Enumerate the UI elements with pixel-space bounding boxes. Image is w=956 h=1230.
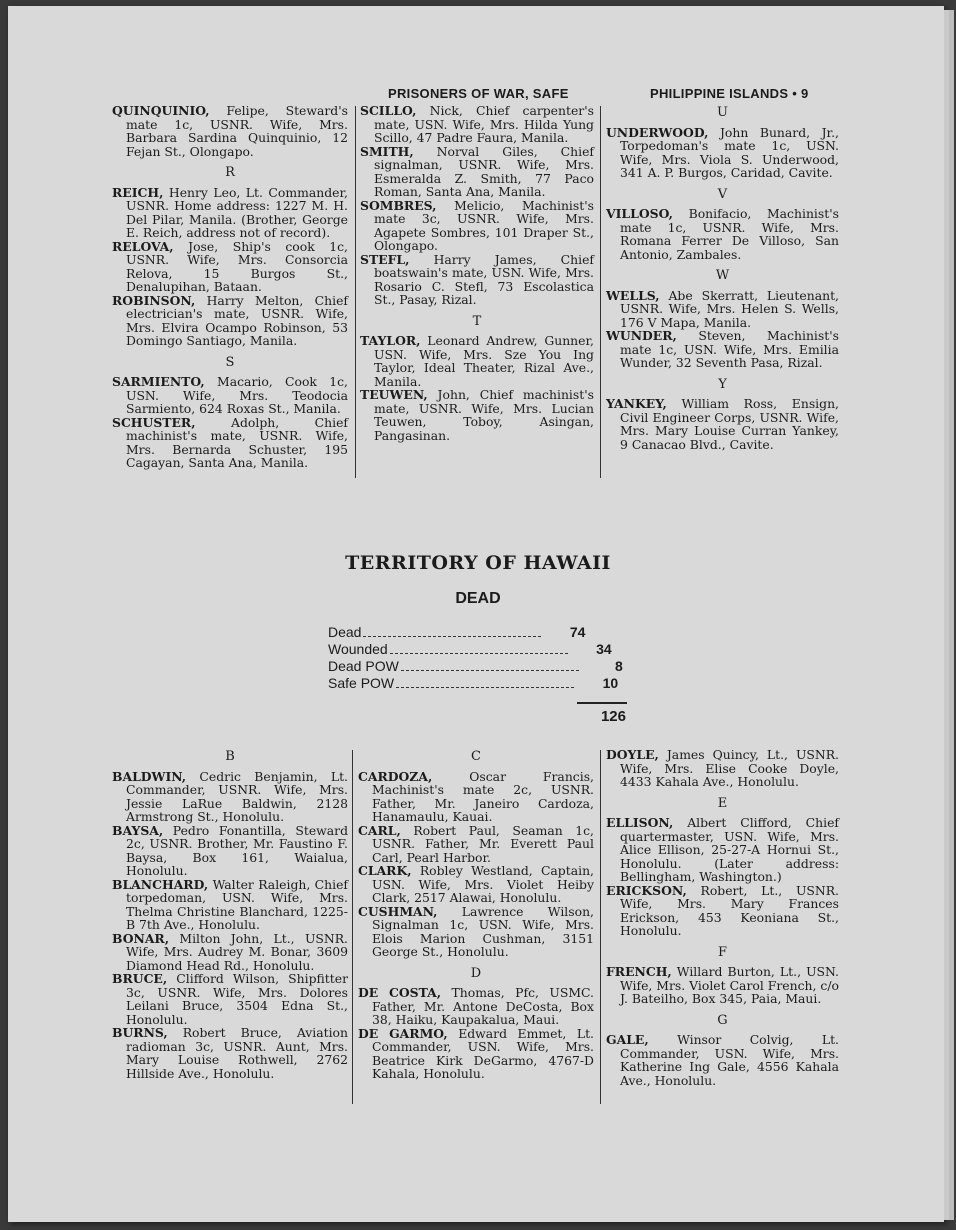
stat-row	[328, 675, 628, 692]
entry-surname: SCHUSTER,	[112, 414, 196, 430]
leader-dots	[396, 675, 574, 688]
roster-entry	[360, 334, 594, 388]
leader-dots	[390, 641, 568, 654]
entry-surname: SCILLO,	[360, 103, 417, 118]
stat-value: 8	[615, 658, 623, 674]
entry-details: John Bunard, Jr., Torpedoman's mate 1c, USN. Wife, Mrs. Viola S. Underwood, 341 A. P. Burgos, Caridad, Cavite.	[620, 124, 839, 180]
section-letter: E	[717, 795, 728, 811]
entry-surname: GALE,	[606, 1032, 649, 1047]
roster-entry	[358, 986, 594, 1027]
casualty-summary	[328, 624, 628, 692]
roster-entry	[360, 388, 594, 442]
roster-entry	[606, 207, 839, 261]
section-letter: U	[717, 105, 728, 120]
roster-entry	[112, 932, 348, 973]
bottom-column-3	[606, 748, 839, 1087]
entry-details: Leonard Andrew, Gunner, USN. Wife, Mrs. Sze You Ing Taylor, Ideal Theater, Rizal Ave., Manila.	[374, 333, 594, 389]
section-title: TERRITORY OF HAWAII	[345, 552, 611, 574]
entry-surname: BURNS,	[112, 1025, 168, 1040]
section-letter: F	[717, 944, 728, 960]
entry-details: Robert, Lt., USNR. Wife, Mrs. Mary Frances Erickson, 453 Keoniana St., Honolulu.	[620, 882, 839, 938]
section-letter: C	[471, 749, 481, 764]
entry-surname: SMITH,	[360, 143, 414, 159]
entry-details: Winsor Colvig, Lt. Commander, USN. Wife, Mrs. Katherine Ing Gale, 4556 Kahala Ave., Honolulu.	[620, 1032, 839, 1088]
top-column-1	[112, 104, 348, 470]
entry-surname: CLARK,	[358, 863, 412, 878]
entry-surname: SARMIENTO,	[112, 374, 205, 389]
stat-value: 10	[602, 675, 619, 691]
entry-details: William Ross, Ensign, Civil Engineer Corps, USNR. Wife, Mrs. Mary Louise Curran Yankey, 9 Canacao Blvd., Cavite.	[620, 396, 839, 452]
roster-entry	[112, 104, 348, 158]
entry-surname: BAYSA,	[112, 822, 164, 838]
entry-details: Melicio, Machinist's mate 3c, USNR. Wife, Mrs. Agapete Sombres, 101 Draper St., Olongapo.	[374, 197, 594, 253]
entry-surname: BRUCE,	[112, 971, 168, 986]
leader-dots	[363, 624, 541, 637]
entry-surname: WUNDER,	[606, 328, 677, 343]
entry-surname: FRENCH,	[606, 964, 672, 979]
entry-surname: TAYLOR,	[360, 333, 421, 348]
roster-entry	[606, 126, 839, 180]
entry-surname: BONAR,	[112, 930, 170, 946]
entry-surname: ROBINSON,	[112, 292, 196, 308]
entry-details: Harry James, Chief boatswain's mate, USN. Wife, Mrs. Rosario C. Stefl, 73 Escolastica St., Pasay, Rizal.	[374, 251, 594, 307]
entry-surname: CARL,	[358, 822, 401, 838]
entry-details: Robert Bruce, Aviation radioman 3c, USNR. Aunt, Mrs. Mary Louise Rothwell, 2762 Hillside Ave., Honolulu.	[126, 1025, 348, 1081]
entry-details: Milton John, Lt., USNR. Wife, Mrs. Audrey M. Bonar, 3609 Diamond Head Rd., Honolulu.	[126, 930, 348, 973]
bottom-column-1	[112, 742, 348, 1080]
section-letter: G	[717, 1012, 728, 1028]
entry-details: Clifford Wilson, Shipfitter 3c, USNR. Wife, Mrs. Dolores Leilani Bruce, 3504 Edna St., Honolulu.	[126, 971, 348, 1027]
page-edge	[949, 10, 954, 1220]
entry-details: Abe Skerratt, Lieutenant, USNR. Wife, Mrs. Helen S. Wells, 176 V Mapa, Manila.	[620, 287, 839, 330]
section-letter: W	[715, 268, 730, 283]
roster-entry	[112, 1026, 348, 1080]
entry-surname: WELLS,	[606, 287, 660, 303]
entry-surname: STEFL,	[360, 251, 410, 267]
entry-details: Macario, Cook 1c, USN. Wife, Mrs. Teodocia Sarmiento, 624 Roxas St., Manila.	[126, 374, 348, 416]
top-column-2	[360, 104, 594, 442]
casualty-total: 126	[600, 708, 626, 725]
roster-entry	[606, 397, 839, 451]
entry-surname: DE GARMO,	[358, 1025, 448, 1041]
section-subtitle: DEAD	[455, 590, 501, 607]
roster-entry	[112, 186, 348, 240]
roster-entry	[358, 824, 594, 865]
roster-entry	[606, 289, 839, 330]
section-letter: R	[225, 165, 235, 180]
entry-details: Willard Burton, Lt., USN. Wife, Mrs. Violet Carol French, c/o J. Bateilho, Box 345, Paia, Maui.	[620, 964, 839, 1006]
stat-value: 74	[569, 624, 586, 640]
entry-details: Walter Raleigh, Chief torpedoman, USN. Wife, Mrs. Thelma Christine Blanchard, 1225-B 7th Ave., Honolulu.	[126, 876, 348, 932]
entry-surname: RELOVA,	[112, 238, 174, 254]
roster-entry	[112, 416, 348, 470]
section-letter: B	[225, 749, 235, 764]
entry-details: Lawrence Wilson, Signalman 1c, USN. Wife, Mrs. Elois Marion Cushman, 3151 George St., Honolulu.	[372, 903, 594, 959]
entry-surname: ELLISON,	[606, 815, 674, 830]
roster-entry	[606, 748, 839, 789]
entry-details: Thomas, Pfc, USMC. Father, Mr. Antone DeCosta, Box 38, Haiku, Kaupakalua, Maui.	[372, 985, 594, 1027]
roster-entry	[606, 965, 839, 1006]
sum-rule	[577, 702, 627, 704]
entry-surname: YANKEY,	[606, 396, 667, 411]
entry-details: John, Chief machinist's mate, USNR. Wife, Mrs. Lucian Teuwen, Toboy, Asingan, Pangasinan.	[374, 387, 594, 443]
entry-details: Robert Paul, Seaman 1c, USNR. Father, Mr. Everett Paul Carl, Pearl Harbor.	[372, 822, 594, 865]
running-head-title: PRISONERS OF WAR, SAFE	[388, 86, 569, 101]
roster-entry	[112, 294, 348, 348]
entry-surname: QUINQUINIO,	[112, 103, 210, 118]
stat-value: 34	[596, 641, 612, 657]
entry-surname: DE COSTA,	[358, 985, 442, 1000]
entry-details: Jose, Ship's cook 1c, USNR. Wife, Mrs. Consorcia Relova, 15 Burgos St., Denalupihan, Bataan.	[126, 238, 348, 294]
roster-entry	[360, 145, 594, 199]
entry-details: Cedric Benjamin, Lt. Commander, USNR. Wife, Mrs. Jessie LaRue Baldwin, 2128 Armstrong St., Honolulu.	[126, 768, 348, 824]
column-rule	[352, 750, 353, 1104]
roster-entry	[112, 770, 348, 824]
entry-surname: UNDERWOOD,	[606, 124, 709, 140]
section-letter: T	[472, 313, 482, 329]
stat-label: Wounded	[328, 641, 388, 657]
roster-entry	[606, 884, 839, 938]
entry-details: Henry Leo, Lt. Commander, USNR. Home address: 1227 M. H. Del Pilar, Manila. (Brother, George E. Reich, address not of record).	[126, 184, 348, 240]
bottom-column-2	[358, 742, 594, 1081]
roster-entry	[112, 878, 348, 932]
entry-surname: ERICKSON,	[606, 882, 687, 898]
running-head-section: PHILIPPINE ISLANDS • 9	[650, 86, 809, 101]
column-rule	[600, 106, 601, 478]
entry-details: Pedro Fonantilla, Steward 2c, USNR. Brother, Mr. Faustino F. Baysa, Box 161, Waialua, Honolulu.	[126, 822, 348, 878]
entry-surname: BLANCHARD,	[112, 876, 209, 892]
roster-entry	[112, 375, 348, 416]
entry-surname: TEUWEN,	[360, 387, 428, 402]
entry-surname: DOYLE,	[606, 747, 659, 762]
entry-details: Norval Giles, Chief signalman, USNR. Wife, Mrs. Esmeralda Z. Smith, 77 Paco Roman, Santa Ana, Manila.	[374, 143, 594, 199]
entry-surname: REICH,	[112, 184, 164, 200]
roster-entry	[358, 1027, 594, 1081]
entry-details: Edward Emmet, Lt. Commander, USN. Wife, Mrs. Beatrice Kirk DeGarmo, 4767-D Kahala, Honolulu.	[372, 1025, 594, 1081]
section-letter: D	[470, 965, 482, 981]
entry-details: James Quincy, Lt., USNR. Wife, Mrs. Elise Cooke Doyle, 4433 Kahala Ave., Honolulu.	[620, 747, 839, 789]
entry-details: Harry Melton, Chief electrician's mate, USNR. Wife, Mrs. Elvira Ocampo Robinson, 53 Domingo Santiago, Manila.	[126, 292, 348, 348]
roster-entry	[606, 816, 839, 884]
section-letter: V	[717, 186, 728, 202]
entry-details: Robley Westland, Captain, USN. Wife, Mrs. Violet Heiby Clark, 2517 Alawai, Honolulu.	[372, 863, 594, 905]
entry-details: Bonifacio, Machinist's mate 1c, USNR. Wife, Mrs. Romana Ferrer De Villoso, San Antonio, Zambales.	[620, 206, 839, 262]
stat-row	[328, 641, 628, 658]
section-letter: Y	[718, 376, 727, 392]
roster-entry	[358, 905, 594, 959]
roster-entry	[358, 864, 594, 905]
column-rule	[355, 106, 356, 478]
stat-row	[328, 624, 628, 641]
roster-entry	[112, 240, 348, 294]
entry-surname: VILLOSO,	[606, 206, 673, 221]
roster-entry	[358, 770, 594, 824]
roster-entry	[112, 824, 348, 878]
roster-entry	[360, 199, 594, 253]
entry-surname: CUSHMAN,	[358, 903, 438, 919]
entry-details: Oscar Francis, Machinist's mate 2c, USNR. Father, Mr. Janeiro Cardoza, Hanamaulu, Kauai.	[372, 768, 594, 824]
entry-details: Felipe, Steward's mate 1c, USNR. Wife, Mrs. Barbara Sardina Quinquinio, 12 Fejan St., Olongapo.	[126, 103, 348, 159]
roster-entry	[360, 253, 594, 307]
entry-details: Nick, Chief carpenter's mate, USN. Wife, Mrs. Hilda Yung Scillo, 47 Padre Faura, Manila.	[374, 103, 594, 145]
section-letter: S	[225, 354, 235, 370]
roster-entry	[606, 1033, 839, 1087]
top-column-3	[606, 98, 839, 451]
column-rule	[600, 750, 601, 1104]
roster-entry	[112, 972, 348, 1026]
stat-label: Dead POW	[328, 658, 399, 674]
stat-label: Safe POW	[328, 675, 395, 691]
entry-surname: BALDWIN,	[112, 768, 187, 784]
entry-details: Adolph, Chief machinist's mate, USNR. Wife, Mrs. Bernarda Schuster, 195 Cagayan, Santa Ana, Manila.	[126, 414, 348, 470]
stat-label: Dead	[328, 624, 362, 640]
leader-dots	[401, 658, 579, 671]
stat-row	[328, 658, 628, 675]
entry-details: Steven, Machinist's mate 1c, USN. Wife, Mrs. Emilia Wunder, 32 Seventh Pasa, Rizal.	[620, 328, 839, 370]
entry-surname: CARDOZA,	[358, 768, 433, 784]
entry-details: Albert Clifford, Chief quartermaster, USN. Wife, Mrs. Alice Ellison, 25-27-A Hornui St., Honolulu. (Later address: Bellingham, Washington.)	[620, 815, 839, 884]
roster-entry	[606, 329, 839, 370]
roster-entry	[360, 104, 594, 145]
entry-surname: SOMBRES,	[360, 197, 437, 213]
